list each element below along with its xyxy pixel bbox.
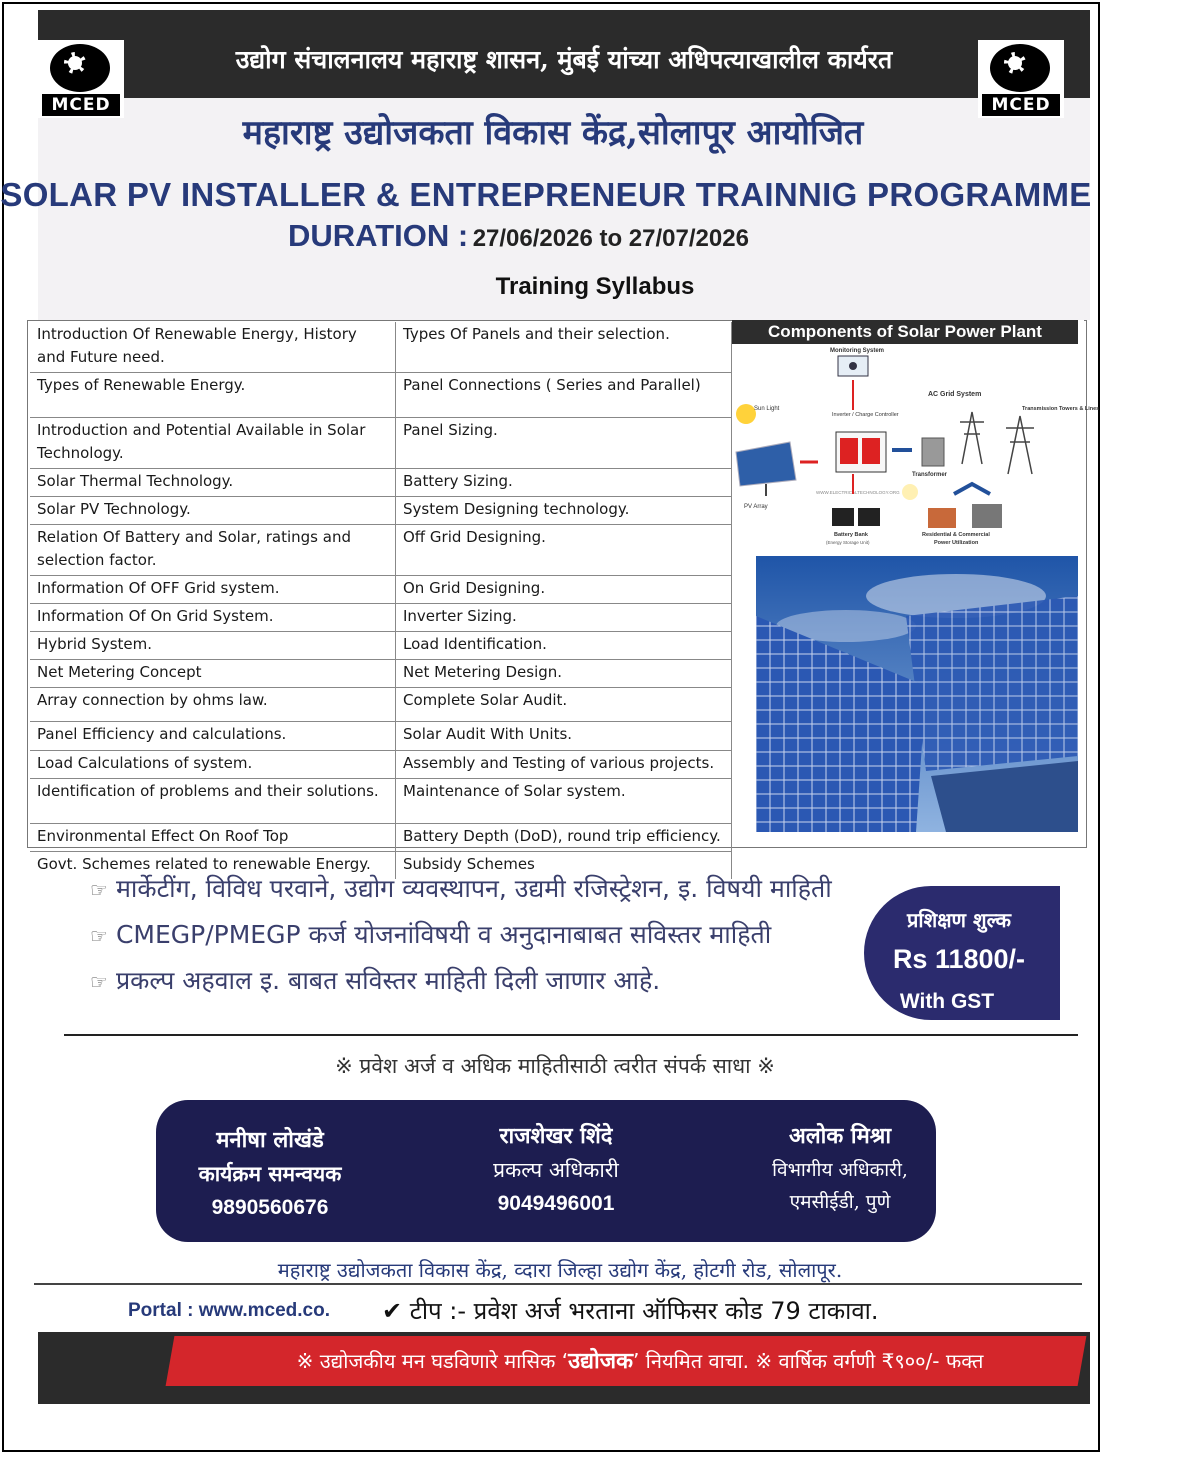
- transformer-icon: [922, 438, 944, 466]
- table-cell: Load Identification.: [396, 632, 732, 660]
- contact-heading: ※ प्रवेश अर्ज व अधिक माहितीसाठी त्वरीत संपर्क साधा ※: [335, 1054, 775, 1078]
- table-row: [30, 632, 732, 660]
- table-cell: Complete Solar Audit.: [396, 688, 732, 722]
- table-cell: Net Metering Design.: [396, 660, 732, 688]
- table-row: [30, 418, 732, 469]
- tower-icon: [960, 412, 984, 464]
- list-item: [90, 866, 832, 912]
- contact-name: अलोक मिश्रा: [788, 1123, 892, 1149]
- table-row: [30, 576, 732, 604]
- solar-panels-photo: [756, 556, 1078, 832]
- table-cell: Battery Depth (DoD), round trip efficiency.: [396, 824, 732, 852]
- table-row: [30, 751, 732, 779]
- table-cell: On Grid Designing.: [396, 576, 732, 604]
- table-cell: Inverter Sizing.: [396, 604, 732, 632]
- address: महाराष्ट्र उद्योजकता विकास केंद्र, व्दारा जिल्हा उद्योग केंद्र, होटगी रोड, सोलापूर.: [277, 1258, 843, 1282]
- bulb-icon: [902, 484, 918, 500]
- table-row: [30, 660, 732, 688]
- duration: [288, 218, 749, 254]
- tip-note: ✔ टीप :- प्रवेश अर्ज भरताना ऑफिसर कोड 79 टाकावा.: [382, 1297, 879, 1325]
- battery-label: Battery Bank: [834, 532, 868, 538]
- operator-icon: [849, 362, 857, 370]
- fee-amount: Rs 11800/-: [892, 944, 1026, 974]
- watermark: WWW.ELECTRICALTECHNOLOGY.ORG: [816, 490, 900, 495]
- table-cell: Panel Sizing.: [396, 418, 732, 469]
- table-row: [30, 497, 732, 525]
- org-title: महाराष्ट्र उद्योजकता विकास केंद्र,सोलापूर आयोजित: [242, 113, 864, 153]
- factory-icon: [972, 504, 1002, 528]
- fee-label: प्रशिक्षण शुल्क: [907, 908, 1011, 932]
- mced-logo-left: [38, 40, 124, 118]
- residential-label: Residential & Commercial: [922, 532, 990, 538]
- table-cell: Environmental Effect On Roof Top: [30, 824, 396, 852]
- inverter-label: Inverter / Charge Controller: [832, 412, 899, 418]
- sun-icon: [736, 404, 756, 424]
- table-cell: System Designing technology.: [396, 497, 732, 525]
- table-cell: Types of Renewable Energy.: [30, 373, 396, 418]
- table-cell: Solar Thermal Technology.: [30, 469, 396, 497]
- contact-card: [740, 1120, 940, 1214]
- table-row: [30, 469, 732, 497]
- table-cell: Information Of OFF Grid system.: [30, 576, 396, 604]
- residential-sublabel: Power Utilization: [934, 540, 979, 546]
- syllabus-table: [30, 322, 732, 879]
- syllabus-title: Training Syllabus: [495, 273, 695, 300]
- table-row: [30, 604, 732, 632]
- pointing-hand-icon: ☞: [90, 878, 108, 902]
- table-cell: Panel Connections ( Series and Parallel): [396, 373, 732, 418]
- table-cell: Identification of problems and their solutions.: [30, 779, 396, 824]
- bullet-text: प्रकल्प अहवाल इ. बाबत सविस्तर माहिती दिली जाणार आहे.: [115, 966, 661, 995]
- table-row: [30, 373, 732, 418]
- table-row: [30, 824, 732, 852]
- top-banner: [38, 10, 1090, 98]
- contacts-panel: [156, 1100, 936, 1242]
- contact-card: [178, 1124, 362, 1220]
- diagram-title: Components of Solar Power Plant: [732, 320, 1078, 344]
- table-cell: Off Grid Designing.: [396, 525, 732, 576]
- table-cell: Maintenance of Solar system.: [396, 779, 732, 824]
- logo-text: MCED: [42, 94, 120, 116]
- sunlight-label: Sun Light: [754, 406, 780, 412]
- govt-line: उद्योग संचालनालय महाराष्ट्र शासन, मुंबई यांच्या अधिपत्याखालील कार्यरत: [235, 45, 893, 74]
- bullet-text: मार्केटींग, विविध परवाने, उद्योग व्यवस्थापन, उद्यमी रजिस्ट्रेशन, इ. विषयी माहिती: [115, 874, 832, 903]
- gear-icon: [990, 44, 1050, 92]
- battery-icon: [858, 508, 880, 526]
- magazine-name: उद्योजक: [568, 1349, 633, 1374]
- table-cell: Information Of On Grid System.: [30, 604, 396, 632]
- monitoring-label: Monitoring System: [830, 348, 885, 354]
- ac-grid-label: AC Grid System: [928, 391, 982, 398]
- duration-value: 27/06/2026 to 27/07/2026: [472, 225, 749, 252]
- divider: [64, 1034, 1078, 1036]
- contact-name: राजशेखर शिंदे: [499, 1123, 613, 1149]
- table-row: [30, 525, 732, 576]
- table-row: [30, 688, 732, 722]
- pointing-hand-icon: ☞: [90, 970, 108, 994]
- transformer-label: Transformer: [912, 472, 948, 478]
- contact-role: प्रकल्प अधिकारी: [493, 1158, 619, 1182]
- contact-phone[interactable]: 9890560676: [211, 1196, 329, 1219]
- footer-pre: ※ उद्योजकीय मन घडविणारे मासिक ‘: [296, 1349, 569, 1373]
- table-cell: Introduction Of Renewable Energy, History and Future need.: [30, 322, 396, 373]
- bullet-text: CMEGP/PMEGP कर्ज योजनांविषयी व अनुदानाबाबत सविस्तर माहिती: [115, 920, 772, 949]
- footer-post: ’ नियमित वाचा. ※ वार्षिक वर्गणी ₹९००/- फक्त: [632, 1349, 984, 1373]
- house-icon: [928, 508, 956, 528]
- diagram-svg: [732, 344, 1100, 550]
- table-cell: Relation Of Battery and Solar, ratings and selection factor.: [30, 525, 396, 576]
- contact-role: कार्यक्रम समन्वयक: [198, 1161, 342, 1186]
- transmission-label: Transmission Towers & Lines: [1022, 406, 1100, 412]
- contact-role: विभागीय अधिकारी,: [772, 1159, 908, 1181]
- contact-name: मनीषा लोखंडे: [216, 1127, 324, 1153]
- table-cell: Array connection by ohms law.: [30, 688, 396, 722]
- table-row: [30, 722, 732, 751]
- table-cell: Govt. Schemes related to renewable Energy.: [30, 852, 396, 880]
- table-cell: Subsidy Schemes: [396, 852, 732, 880]
- table-row: [30, 322, 732, 373]
- pv-array-icon: [736, 442, 796, 486]
- table-cell: Battery Sizing.: [396, 469, 732, 497]
- pointing-hand-icon: ☞: [90, 924, 108, 948]
- list-item: [90, 912, 832, 958]
- logo-text: MCED: [982, 94, 1060, 116]
- solar-plant-diagram: [732, 320, 1100, 550]
- contact-office: एमसीईडी, पुणे: [789, 1191, 891, 1213]
- tower-icon: [1006, 416, 1034, 474]
- table-cell: Panel Efficiency and calculations.: [30, 722, 396, 751]
- duration-label: DURATION :: [288, 218, 469, 253]
- mced-logo-right: [978, 40, 1064, 118]
- arrow-icon: [954, 484, 990, 494]
- table-cell: Types Of Panels and their selection.: [396, 322, 732, 373]
- portal-link[interactable]: Portal : www.mced.co.: [128, 1300, 331, 1321]
- info-bullets: [90, 866, 832, 1004]
- pv-array-label: PV Array: [744, 504, 768, 510]
- table-cell: Load Calculations of system.: [30, 751, 396, 779]
- divider: [34, 1283, 1082, 1285]
- list-item: [90, 958, 832, 1004]
- table-cell: Net Metering Concept: [30, 660, 396, 688]
- fee-badge: [864, 886, 1060, 1020]
- programme-title: SOLAR PV INSTALLER & ENTREPRENEUR TRAINNIG PROGRAMME: [0, 176, 1092, 213]
- battery-icon: [832, 508, 854, 526]
- gear-icon: [50, 44, 110, 92]
- table-cell: Solar PV Technology.: [30, 497, 396, 525]
- solar-photo-svg: [756, 556, 1078, 832]
- footer-text: [200, 1336, 1080, 1386]
- table-cell: Solar Audit With Units.: [396, 722, 732, 751]
- solar-panel: [906, 596, 1078, 771]
- table-cell: Assembly and Testing of various projects.: [396, 751, 732, 779]
- fee-note: With GST: [899, 990, 995, 1013]
- contact-card: [456, 1120, 656, 1216]
- contact-phone[interactable]: 9049496001: [497, 1192, 615, 1215]
- table-row: [30, 779, 732, 824]
- table-cell: Introduction and Potential Available in Solar Technology.: [30, 418, 396, 469]
- battery-sublabel: (Energy Storage Unit): [826, 540, 870, 545]
- table-cell: Hybrid System.: [30, 632, 396, 660]
